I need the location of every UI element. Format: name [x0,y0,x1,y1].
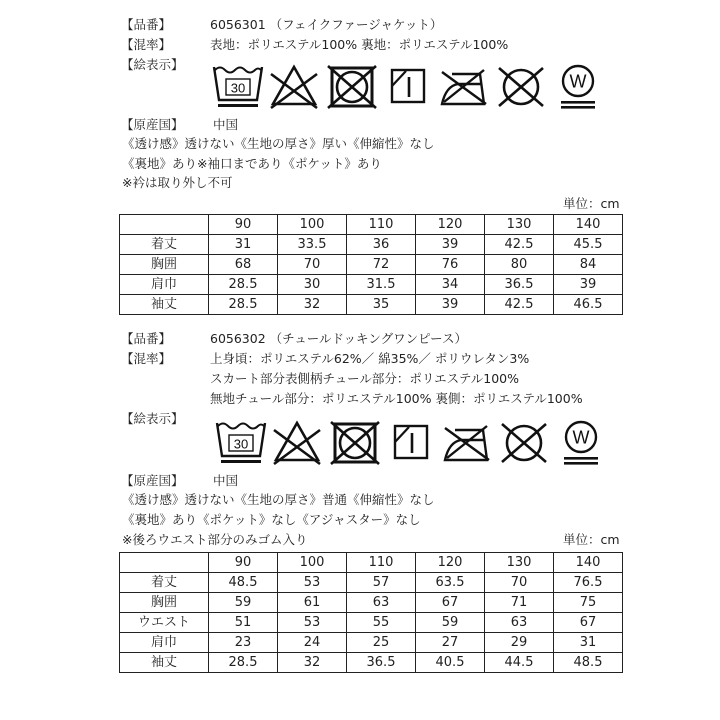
table-row [120,633,623,653]
cell: 68 [209,255,278,275]
no-dry-clean-icon [498,420,550,466]
row-label: 袖丈 [120,653,209,673]
note-line: 《透け感》透けない《生地の厚さ》厚い《伸縮性》なし [122,136,435,151]
no-tumble-dry-icon [326,64,378,110]
cell: 24 [278,633,347,653]
size-header: 120 [416,553,485,573]
cell: 27 [416,633,485,653]
svg-text:W: W [572,427,590,448]
size-header: 120 [416,215,485,235]
table-header-row [120,215,623,235]
cell: 53 [278,613,347,633]
size-header: 90 [209,553,278,573]
cell: 35 [347,295,416,315]
wet-clean-gentle-icon [558,64,598,110]
cell: 28.5 [209,653,278,673]
no-tumble-dry-icon [329,420,381,466]
cell: 46.5 [554,295,623,315]
table-row [120,593,623,613]
row-label: 着丈 [120,573,209,593]
table-header-row [120,553,623,573]
note-line: 《裏地》あり《ポケット》なし《アジャスター》なし [122,512,421,527]
care-icons-row [3,420,720,466]
row-label: 袖丈 [120,295,209,315]
no-dry-clean-icon [495,64,547,110]
hinban-label: 【品番】 [121,17,172,32]
konritsu-line: スカート部分表側柄チュール部分：ポリエステル100% [210,371,519,386]
note-line: ※衿は取り外し不可 [122,175,233,190]
cell: 23 [209,633,278,653]
cell: 40.5 [416,653,485,673]
cell: 70 [485,573,554,593]
svg-text:W: W [569,71,587,92]
hinban-label: 【品番】 [121,331,172,346]
cell: 76.5 [554,573,623,593]
cell: 34 [416,275,485,295]
size-header: 90 [209,215,278,235]
row-label: 着丈 [120,235,209,255]
note-line: ※後ろウエスト部分のみゴム入り [122,532,308,547]
cell: 63.5 [416,573,485,593]
line-dry-shade-icon [388,64,428,110]
cell: 48.5 [554,653,623,673]
note-line: 《透け感》透けない《生地の厚さ》普通《伸縮性》なし [122,492,435,507]
cell: 28.5 [209,275,278,295]
size-header: 130 [485,215,554,235]
cell: 80 [485,255,554,275]
svg-text:30: 30 [230,80,246,96]
cell: 32 [278,295,347,315]
cell: 31 [554,633,623,653]
gensankoku-label: 【原産国】 [121,117,184,132]
konritsu-label: 【混率】 [121,37,172,52]
konritsu-line: 上身頃：ポリエステル62%／ 綿35%／ ポリウレタン3% [210,351,530,366]
hinban-value: 6056302 （チュールドッキングワンピース） [210,331,468,346]
row-label: 胸囲 [120,255,209,275]
cell: 59 [416,613,485,633]
cell: 70 [278,255,347,275]
cell: 63 [485,613,554,633]
cell: 39 [416,235,485,255]
cell: 31 [209,235,278,255]
cell: 71 [485,593,554,613]
gensankoku-label: 【原産国】 [121,473,184,488]
ehyoji-label: 【絵表示】 [121,411,184,426]
cell: 84 [554,255,623,275]
cell: 28.5 [209,295,278,315]
cell: 51 [209,613,278,633]
cell: 36 [347,235,416,255]
cell: 53 [278,573,347,593]
cell: 42.5 [485,235,554,255]
cell: 67 [554,613,623,633]
konritsu-line: 表地：ポリエステル100% 裏地：ポリエステル100% [210,37,509,52]
no-bleach-icon [268,64,320,110]
hinban-value: 6056301 （フェイクファージャケット） [210,17,443,32]
size-header: 100 [278,553,347,573]
size-table [119,214,623,315]
table-row [120,275,623,295]
cell: 57 [347,573,416,593]
size-table [119,552,623,673]
svg-text:30: 30 [233,436,249,452]
no-iron-icon [438,64,490,110]
cell: 36.5 [485,275,554,295]
row-label: 胸囲 [120,593,209,613]
cell: 32 [278,653,347,673]
no-bleach-icon [271,420,323,466]
size-header: 100 [278,215,347,235]
no-iron-icon [441,420,493,466]
cell: 59 [209,593,278,613]
konritsu-line: 無地チュール部分：ポリエステル100% 裏側：ポリエステル100% [210,391,583,406]
row-label: 肩巾 [120,633,209,653]
cell: 33.5 [278,235,347,255]
cell: 42.5 [485,295,554,315]
cell: 45.5 [554,235,623,255]
table-row [120,613,623,633]
care-icons-row [0,64,720,110]
konritsu-label: 【混率】 [121,351,172,366]
size-header: 110 [347,553,416,573]
cell: 61 [278,593,347,613]
table-row [120,295,623,315]
wash-30-icon [212,64,264,110]
gensankoku-value: 中国 [213,473,239,488]
cell: 30 [278,275,347,295]
cell: 39 [416,295,485,315]
unit-label: 単位：cm [563,532,620,547]
cell: 76 [416,255,485,275]
cell: 75 [554,593,623,613]
cell: 39 [554,275,623,295]
size-header: 130 [485,553,554,573]
cell: 63 [347,593,416,613]
unit-label: 単位：cm [563,196,620,211]
table-row [120,255,623,275]
note-line: 《裏地》あり※袖口まであり《ポケット》あり [122,156,382,171]
cell: 29 [485,633,554,653]
row-label: 肩巾 [120,275,209,295]
cell: 36.5 [347,653,416,673]
table-row [120,573,623,593]
table-row [120,653,623,673]
ehyoji-label: 【絵表示】 [121,57,184,72]
size-header: 140 [554,553,623,573]
line-dry-shade-icon [391,420,431,466]
cell: 67 [416,593,485,613]
row-label: ウエスト [120,613,209,633]
cell: 31.5 [347,275,416,295]
cell: 44.5 [485,653,554,673]
cell: 72 [347,255,416,275]
cell: 48.5 [209,573,278,593]
cell: 55 [347,613,416,633]
gensankoku-value: 中国 [213,117,239,132]
size-header: 110 [347,215,416,235]
wash-30-icon [215,420,267,466]
cell: 25 [347,633,416,653]
size-header: 140 [554,215,623,235]
wet-clean-gentle-icon [561,420,601,466]
table-row [120,235,623,255]
